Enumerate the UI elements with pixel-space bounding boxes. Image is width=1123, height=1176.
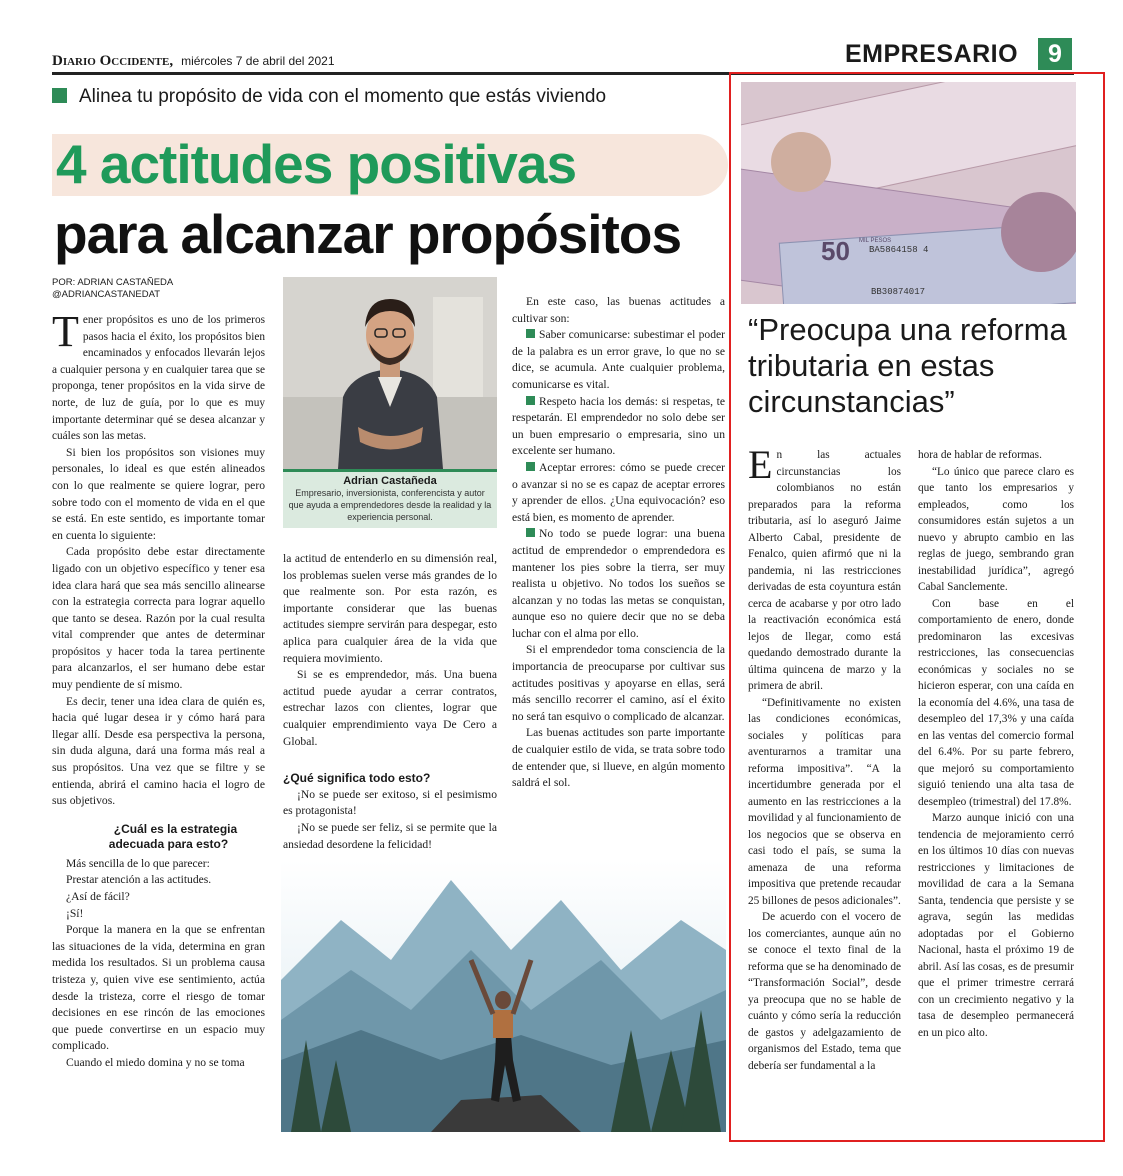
subhead-meaning: ¿Qué significa todo esto? — [283, 771, 431, 786]
side-paragraph: “Definitivamente no existen las condiciones económicas, sociales y políticas para aventurarnos a tramitar una reforma impositiva”. “A la incertidumbre generada por el aumento en las restricciones a la movilidad y al funcionamiento de los negocios que se observa en casi todo el país, se suma la amenaza de una reforma impositiva que pretende recaudar 25 billones de pesos adicionales”. — [748, 696, 901, 907]
drop-cap: T — [52, 307, 79, 356]
bullet-square-icon — [526, 462, 535, 471]
bullet-item — [512, 460, 725, 526]
side-paragraph: Con base en el comportamiento de enero, donde predominaron las excesivas restricciones, las consecuencias económicas y sociales no se hicieron esperar, con una caída en la economía del 4.6%, una tasa de desempleo del 17,3% y una caída en las ventas del comercio formal del 6.4%. Por su parte febrero, que mejoró su comportamiento siguió teniendo una alta tasa de desempleo (trimestral) del 17.8%. — [918, 597, 1074, 808]
main-paragraph: Prestar atención a las actitudes. — [66, 873, 212, 887]
page-number: 9 — [1038, 38, 1072, 70]
side-paragraph: Marzo aunque inició con una tendencia de mejoramiento cerró en los últimos 10 días con nuevas restricciones y limitaciones de movilidad de cara a la Semana Santa, tendencia que persiste y se agrava, según las medidas adoptadas por el Gobierno Nacional, hasta el próximo 19 de abril. Así las cosas, es de presumir que el primer trimestre cerrará con un crecimiento negativo y la tasa de desempleo permanecerá en un pico alto. — [918, 812, 1074, 1039]
bullet-square-icon — [526, 528, 535, 537]
main-paragraph: Cada propósito debe estar directamente ligado con un objetivo específico y tener esa idea clara hará que sea más sencillo alinearse con la estrategia correcta para lograr aquello que tanto se desea. Razón por la cual resulta vital comprender que antes de determinar propósitos y hacer toda la tarea pertinente para alcanzarlos, el ser humano debe estar muy pendiente de sí mismo. — [52, 545, 265, 692]
byline-author: POR: ADRIAN CASTAÑEDA — [52, 277, 174, 288]
author-photo — [283, 277, 497, 469]
bullet-square-icon — [526, 396, 535, 405]
main-paragraph: Porque la manera en la que se enfrentan las situaciones de la vida, determina en gran medida los resultados. Si un problema causa tristeza y, quien vive ese sentimiento, actúa desde la tristeza, corre el riesgo de tomar decisiones en ese rincón de las emociones que puede convertirse en un espacio muy complicado. — [52, 923, 265, 1053]
bullet-item — [512, 327, 725, 393]
main-col-2 — [283, 551, 497, 853]
side-col-A — [748, 442, 901, 1074]
bullet-text: Aceptar errores: cómo se puede crecer o avanzar si no se es capaz de aceptar errores y aprender de ellos. ¿Una equivocación? eso está bien, es momento de aprender. — [512, 460, 725, 524]
main-col-3 — [512, 294, 725, 792]
subhead-text: ¿Cuál es la estrategia adecuada para esto? — [108, 821, 238, 851]
main-paragraph: ¡No se puede ser feliz, si se permite que la ansiedad desordene la felicidad! — [283, 820, 497, 851]
main-paragraph: Más sencilla de lo que parecer: — [66, 856, 210, 870]
caption-name: Adrian Castañeda — [343, 475, 437, 487]
caption-description: Empresario, inversionista, conferencista y autor que ayuda a emprendedores desde la realidad y la experiencia personal. — [288, 488, 492, 522]
mountain-illustration — [281, 860, 726, 1132]
byline-handle: @ADRIANCASTANEDAT — [52, 289, 160, 300]
main-col-1 — [52, 307, 265, 1072]
side-paragraph: hora de hablar de reformas. — [918, 449, 1042, 461]
kicker — [52, 86, 722, 108]
bullet-text: Saber comunicarse: subestimar el poder de la palabra es un error grave, lo que no se dice, se acumula. Ante cualquier problema, comunicarse es vital. — [512, 328, 725, 391]
bullet-item — [512, 394, 725, 460]
main-paragraph: Las buenas actitudes son parte importante de cualquier estilo de vida, se trata sobre todo de entender que, si llueve, en algún momento saldrá el sol. — [512, 726, 725, 790]
author-portrait-illustration — [283, 277, 497, 469]
headline-line2: para alcanzar propósitos — [54, 203, 682, 265]
bullet-text: Respeto hacia los demás: si respetas, te respetarán. El emprendedor no solo debe ser un buen empresario o empresaria, sino un excelente ser humano. — [512, 394, 725, 458]
bill-serial-1: BA5864158 4 — [869, 245, 929, 255]
kicker-text: Alinea tu propósito de vida con el momento que estás viviendo — [79, 86, 607, 107]
main-paragraph: Cuando el miedo domina y no se toma — [66, 1055, 245, 1069]
banknotes-photo — [741, 82, 1076, 304]
bill-serial-2: BB30874017 — [871, 287, 926, 297]
main-paragraph: la actitud de entenderlo en su dimensión real, los problemas suelen verse más grandes de lo que realmente son. Por esta razón, es importante considerar que las buenas actitudes siempre servirán para despegar, esto aplica para cualquier área de la vida que requiera movimiento. — [283, 552, 497, 665]
main-paragraph: Si se es emprendedor, más. Una buena actitud puede ayudar a cerrar contratos, estrechar lazos con clientes, lograr que cualquier emprendimiento vaya De Cero a Global. — [283, 668, 497, 748]
masthead — [52, 52, 752, 70]
main-paragraph: Si bien los propósitos son visiones muy personales, lo ideal es que estén alineados con lo que realmente se quiere lograr, pero sobre todo con el momento de vida en el que se está. En este sentido, es importante tomar en cuenta lo siguiente: — [52, 445, 265, 542]
main-paragraph: Es decir, tener una idea clara de quién es, hacia qué lugar desea ir y cómo hará para llegar allí. Desde esa perspectiva la persona, sin duda alguna, dará una forma más real a sus propósitos. Una vez que se filtre y se entienda, abrirá el camino hacia el logro de sus objetivos. — [52, 694, 265, 808]
side-paragraph — [748, 442, 901, 695]
banknotes-illustration — [741, 82, 1076, 304]
bill-denomination: 50 — [821, 236, 850, 266]
section-name: EMPRESARIO — [845, 40, 1019, 68]
paper-name: Diario Occidente, — [52, 53, 174, 69]
drop-cap: E — [748, 442, 773, 487]
main-paragraph: En este caso, las buenas actitudes a cultivar son: — [512, 295, 725, 325]
main-col1-p1: ener propósitos es uno de los primeros pasos hacia el éxito, los propósitos bien encaminados y enfocados llevarán lejos a cualquier persona y en cualquier tarea que se proponga, tener propósitos en la vida sirve de norte, de luz de guía, por lo que es muy importante determinar qué se desea alcanzar y cuáles son las metas. — [52, 314, 265, 443]
bill-currency-label: MIL PESOS — [859, 238, 892, 244]
byline — [52, 277, 173, 301]
side-col-B — [918, 447, 1074, 1041]
subhead-strategy — [52, 822, 265, 852]
issue-date: miércoles 7 de abril del 2021 — [181, 54, 335, 68]
main-paragraph: ¿Así de fácil? — [66, 890, 130, 903]
headline-line1: 4 actitudes positivas — [56, 133, 577, 195]
side-colA-p1: n las actuales circunstancias los colombianos no están preparados para la reforma tributaria, así lo aseguró Jaime Alberto Cabal, presidente de Fenalco, quien afirmó que ni la pandemia, ni las restricciones derivadas de esta coyuntura están cerca de acabarse y por otro lado la reactivación económica está lejos de llegar, como está quedando demostrado durante la última quincena de marzo y la primera de abril. — [748, 449, 901, 692]
photo-caption — [283, 469, 497, 528]
kicker-square-icon — [52, 88, 67, 103]
side-paragraph: “Lo único que parece claro es que tanto los empresarios y empleados, como los consumidores están sujetos a un nuevo y abrupto cambio en las reglas de juego, sembrando gran inestabilidad jurídica”, agregó Cabal Sanclemente. — [918, 465, 1074, 593]
bullet-item — [512, 526, 725, 642]
main-paragraph — [52, 307, 265, 445]
side-headline: “Preocupa una reforma tributaria en estas circunstancias” — [748, 312, 1067, 419]
side-paragraph: De acuerdo con el vocero de los comerciantes, aunque aún no se conoce el texto final de la reforma que se ha denominado de “Transformación Social”, desde ya preocupa que no se hable de cuánto y cómo sería la reducción de gastos y adelgazamiento de organismos del Estado, tema que debería ser fundamental a la — [748, 911, 901, 1072]
bullet-text: No todo se puede lograr: una buena actitud de emprendedor o emprendedora es mantener los pies sobre la tierra, ser muy realista u objetivo. No todos los sueños se alcanzan y no todas las metas se conquistan, aunque eso no quiere decir que no se deba luchar con el alma por ello. — [512, 527, 725, 640]
mountain-photo — [281, 860, 726, 1132]
main-paragraph: ¡Sí! — [66, 906, 84, 920]
bullet-square-icon — [526, 329, 535, 338]
main-paragraph: Si el emprendedor toma consciencia de la importancia de preocuparse por cultivar sus actitudes positivas y apoyarse en ellas, será más sencillo recorrer el camino, así el éxito no será tan esquivo o complicado de alcanzar. — [512, 643, 725, 723]
main-paragraph: ¡No se puede ser exitoso, si el pesimismo es protagonista! — [283, 787, 497, 818]
